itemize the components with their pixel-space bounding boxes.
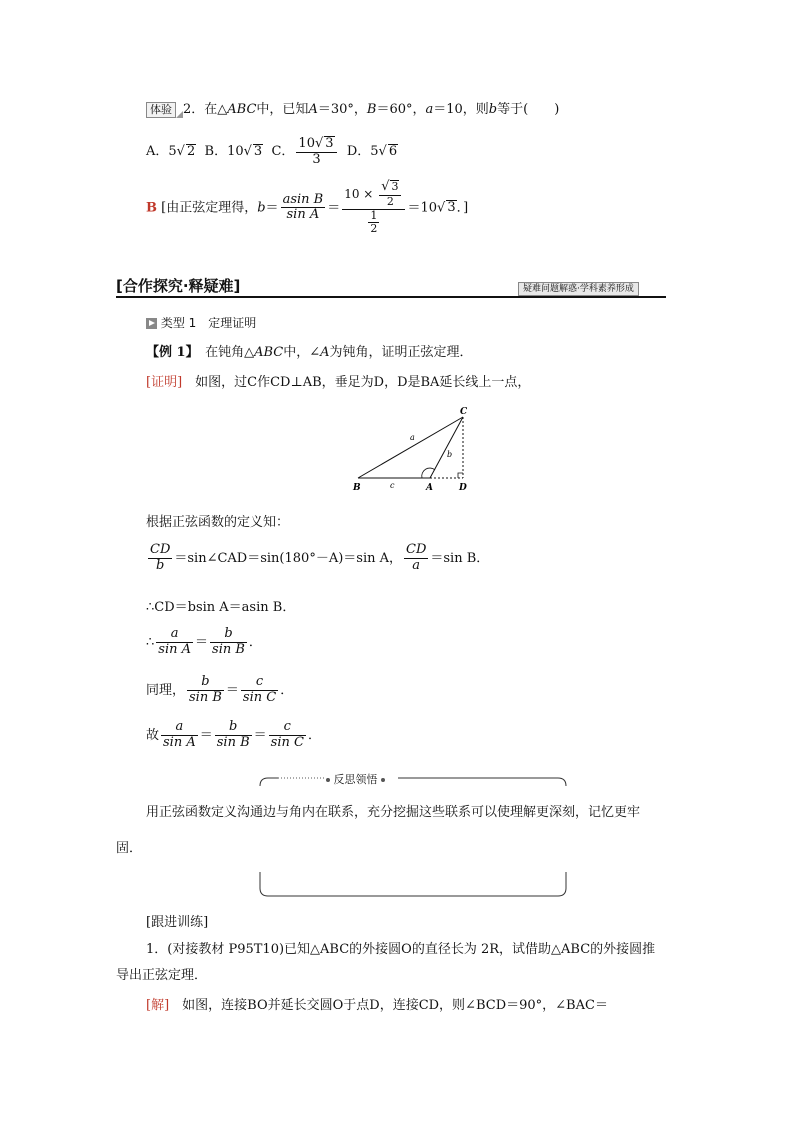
reflection-box	[258, 772, 570, 900]
reflection-text-2: 固．	[116, 841, 143, 856]
derivation-line-2: $\frac{CD}{b}$ ＝sin∠CAD＝sin(180°－A)＝sin A， $\frac{CD}{a}$ ＝sin B．	[150, 542, 490, 573]
reflection-title: 反思领悟	[326, 771, 385, 787]
exercise-options	[146, 134, 398, 170]
exercise-answer: B [由正弦定理得，b＝ $\frac{\text{asin B}}{\text{sin A}}$ ＝ 10 × $\frac{√ 3}{2}$ $\frac{1}{2}$ ＝10√ 3．]	[146, 179, 469, 236]
play-icon	[146, 318, 157, 329]
label-B: B	[353, 483, 361, 493]
label-D: D	[459, 483, 467, 493]
option-c: C． $\frac{10√ 3}{3}$	[271, 144, 338, 159]
derivation-line-4: ∴ $\frac{a}{\text{sin A}}$ ＝ $\frac{b}{\text{sin B}}$ ．	[146, 626, 262, 657]
label-b: b	[447, 450, 453, 459]
label-a: a	[410, 433, 415, 442]
derivation-intro: 根据正弦函数的定义知：	[146, 515, 290, 530]
reflection-text-1: 用正弦函数定义沟通边与角内在联系，充分挖掘这些联系可以使理解更深刻，记忆更牢	[146, 805, 641, 820]
section-subtitle: 疑难问题解惑·学科素养形成	[518, 282, 639, 296]
label-C: C	[460, 407, 468, 417]
option-d: D．5√ 6	[346, 144, 398, 159]
followup-q1-line1: 1．(对接教材 P95T10)已知△ABC的外接圆O的直径长为 2R，试借助△ABC的外接圆推	[146, 942, 656, 957]
followup-q1-line2: 导出正弦定理．	[116, 968, 208, 983]
type-heading: 类型 1 定理证明	[146, 314, 256, 331]
tag-corner-icon	[176, 111, 183, 118]
answer-letter: B	[146, 200, 157, 216]
section-title: [合作探究·释疑难]	[116, 277, 241, 295]
side-a-line	[358, 417, 463, 478]
derivation-line-3: ∴CD＝bsin A＝asin B．	[146, 600, 296, 615]
exercise-question: 体验 2．在△ABC中，已知A＝30°，B＝60°，a＝10，则b等于( )	[146, 98, 559, 118]
derivation-line-6: 故 $\frac{a}{\text{sin A}}$ ＝ $\frac{b}{\text{sin B}}$ ＝ $\frac{c}{\text{sin C}}$ ．	[146, 719, 321, 750]
example-1: 【例 1】 在钝角△ABC中，∠A为钝角，证明正弦定理．	[146, 345, 473, 360]
proof-tag: [证明]	[146, 375, 183, 390]
exercise-tag: 体验	[146, 102, 176, 118]
label-A: A	[426, 483, 433, 493]
option-a: A．5√ 2	[146, 144, 196, 159]
followup-title: [跟进训练]	[146, 915, 209, 930]
derivation-line-5: 同理， $\frac{b}{\text{sin B}}$ ＝ $\frac{c}{\text{sin C}}$ ．	[146, 674, 294, 705]
followup-solution: [解] 如图，连接BO并延长交圆O于点D，连接CD，则∠BCD＝90°，∠BAC＝	[146, 998, 608, 1013]
option-b: B．10√ 3	[204, 144, 263, 159]
solution-tag: [解]	[146, 998, 170, 1013]
proof-intro: [证明] 如图，过C作CD⊥AB，垂足为D，D是BA延长线上一点，	[146, 375, 531, 390]
label-c: c	[390, 481, 395, 490]
section-divider	[116, 296, 666, 298]
right-angle-mark	[458, 473, 463, 478]
triangle-figure	[350, 402, 480, 496]
